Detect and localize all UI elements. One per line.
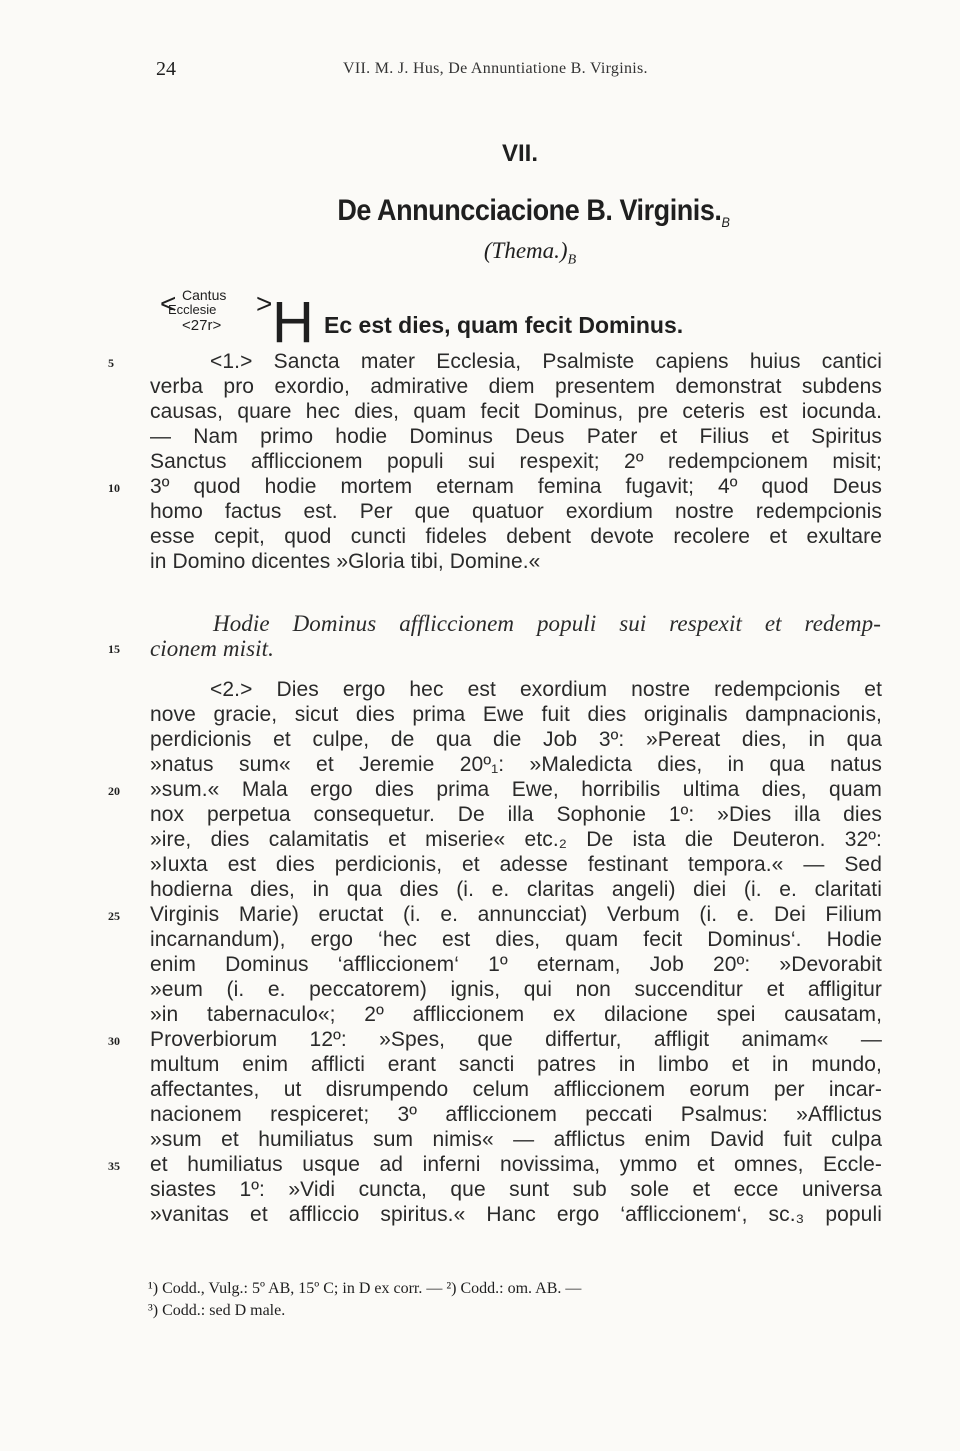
text-line: incarnandum), ergo ‘hec est dies, quam fecit Dominus‘. Hodie [150,928,882,951]
text-line: et humiliatus usque ad inferni novissima, ymmo et omnes, Eccle- [150,1153,882,1176]
margin-bracket-left: < [160,288,177,319]
folio-marker: <27r> [182,317,222,334]
line-number: 30 [108,1034,120,1048]
margin-bracket-right: > [256,288,273,319]
text-line: hodierna dies, in qua dies (i. e. claritas angeli) diei (i. e. claritati [150,878,882,901]
line-number: 10 [108,481,120,495]
text-line: in Domino dicentes »Gloria tibi, Domine.« [150,550,541,573]
margin-note-line1: Cantus [182,287,227,303]
running-head: VII. M. J. Hus, De Annuntiatione B. Virginis. [343,60,648,77]
text-line: Virginis Marie) eructat (i. e. annuncciat) Verbum (i. e. Dei Filium [150,903,882,926]
text-line: homo factus est. Per que quatuor exordium nostre redempcionis [150,500,882,523]
text-line: <2.> Dies ergo hec est exordium nostre redempcionis et [210,678,882,701]
text-line: »Iuxta est dies perdicionis, et adesse festinant tempora.« — Sed [150,853,882,876]
text-line: esse cepit, quod cuncti fideles debent devote recolere et exultare [150,525,882,548]
incipit-text: Ec est dies, quam fecit Dominus. [324,312,684,338]
thema-text: (Thema.) [483,238,568,263]
page-number: 24 [156,58,176,80]
text-line: »eum (i. e. peccatorem) ignis, qui non succenditur et affligitur [150,978,882,1001]
text-line: nox perpetua consequetur. De illa Sophonie 1º: »Dies illa dies [150,803,882,826]
text-line: »in tabernaculo«; 2º affliccionem ex dilacione spei causatam, [150,1003,882,1026]
chapter-title-siglum: B [721,214,730,230]
text-line: multum enim afflicti erant sancti patres in limbo et in mundo, [150,1053,882,1076]
initial-letter: H [272,290,314,355]
line-number: 15 [108,642,120,656]
text-line: Sanctus affliccionem populi sui respexit; 2º redempcionem misit; [150,450,882,473]
text-line: »vanitas et affliccio spiritus.« Hanc ergo ‘affliccionem‘, sc.₃ populi [150,1203,882,1226]
incipit [272,290,684,355]
text-line: »ire, dies calamitatis et miserie« etc.₂ De ista die Deuteron. 32º: [150,828,882,851]
line-number: 5 [108,356,114,370]
text-line: 3º quod hodie mortem eternam femina fugavit; 4º quod Deus [150,475,882,498]
line-number: 20 [108,784,120,798]
line-number: 25 [108,909,120,923]
text-line: »sum et humiliatus sum nimis« — afflictus enim David fuit culpa [150,1128,882,1151]
margin-note-line2: Ecclesie [168,302,217,317]
text-line: »sum.« Mala ergo dies prima Ewe, horribilis ultima dies, quam [150,778,882,801]
page-header [0,58,960,86]
text-line: nacionem respiceret; 3º affliccionem peccati Psalmus: »Afflictus [150,1103,882,1126]
text-line: — Nam primo hodie Dominus Deus Pater et Filius et Spiritus [150,425,882,448]
line-number: 35 [108,1159,120,1173]
thema [0,238,960,269]
text-line: siastes 1º: »Vidi cuncta, que sunt sub sole et ecce universa [150,1178,882,1201]
text-line: affectantes, ut disrumpendo celum affliccionem eorum per incar- [150,1078,882,1101]
text-line: Hodie Dominus affliccionem populi sui respexit et redemp- [213,611,881,636]
text-line: cionem misit. [150,636,274,661]
footnote: ¹) Codd., Vulg.: 5º AB, 15º C; in D ex corr. — ²) Codd.: om. AB. — [148,1280,582,1297]
chapter-number: VII. [501,140,538,167]
text-line: enim Dominus ‘affliccionem‘ 1º eternam, Job 20º: »Devorabit [150,953,882,976]
footnote: ³) Codd.: sed D male. [148,1302,286,1319]
text-line: Proverbiorum 12º: »Spes, que differtur, affligit animam« — [150,1028,882,1051]
chapter-title-text: De Annuncciacione B. Virginis. [337,194,722,227]
text-line: <1.> Sancta mater Ecclesia, Psalmiste capiens huius cantici [210,350,882,373]
chapter-title [54,194,960,230]
text-line: verba pro exordio, admirative diem presentem demonstrat subdens [150,375,882,398]
text-line: nove gracie, sicut dies prima Ewe fuit dies originalis dampnacionis, [150,703,882,726]
text-line: »natus sum« et Jeremie 20º₁: »Maledicta dies, in qua natus [150,753,882,776]
text-line: perdicionis et culpe, de qua die Job 3º: »Pereat dies, in qua [150,728,882,751]
thema-siglum: B [567,252,577,268]
text-line: causas, quare hec dies, quam fecit Dominus, pre ceteris est iocunda. [150,400,882,423]
